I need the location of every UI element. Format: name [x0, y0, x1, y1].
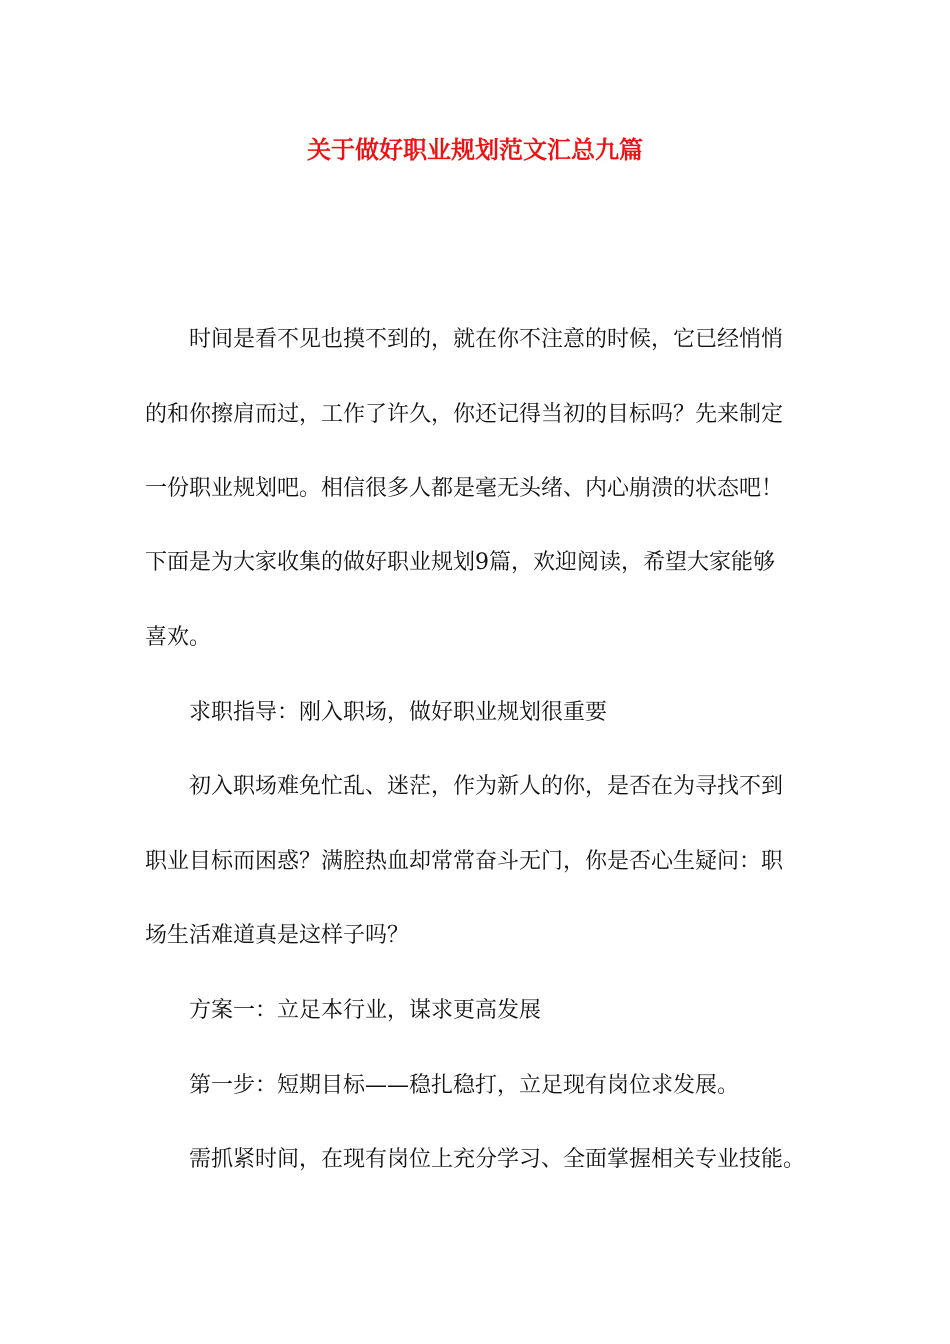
paragraph-6-line-1: 需抓紧时间，在现有岗位上充分学习、全面掌握相关专业技能。 — [189, 1147, 806, 1172]
paragraph-3-line-1: 初入职场难免忙乱、迷茫，作为新人的你，是否在为寻找不到 — [189, 774, 784, 799]
paragraph-1-line-3: 一份职业规划吧。相信很多人都是毫无头绪、内心崩溃的状态吧！ — [145, 476, 784, 501]
paragraph-1-line-2: 的和你擦肩而过，工作了许久，你还记得当初的目标吗？先来制定 — [145, 402, 784, 427]
paragraph-1-line-4: 下面是为大家收集的做好职业规划9篇，欢迎阅读，希望大家能够 — [145, 550, 775, 575]
document-title: 关于做好职业规划范文汇总九篇 — [307, 135, 643, 164]
paragraph-1-line-5: 喜欢。 — [145, 625, 212, 650]
paragraph-1-line-1: 时间是看不见也摸不到的，就在你不注意的时候，它已经悄悄 — [189, 327, 784, 352]
paragraph-5-line-1: 第一步：短期目标——稳扎稳打，立足现有岗位求发展。 — [189, 1073, 740, 1098]
paragraph-4-line-1: 方案一：立足本行业，谋求更高发展 — [189, 998, 542, 1023]
paragraph-2-line-1: 求职指导：刚入职场，做好职业规划很重要 — [189, 700, 608, 725]
paragraph-3-line-3: 场生活难道真是这样子吗？ — [145, 923, 410, 948]
paragraph-3-line-2: 职业目标而困惑？满腔热血却常常奋斗无门，你是否心生疑问：职 — [145, 849, 784, 874]
